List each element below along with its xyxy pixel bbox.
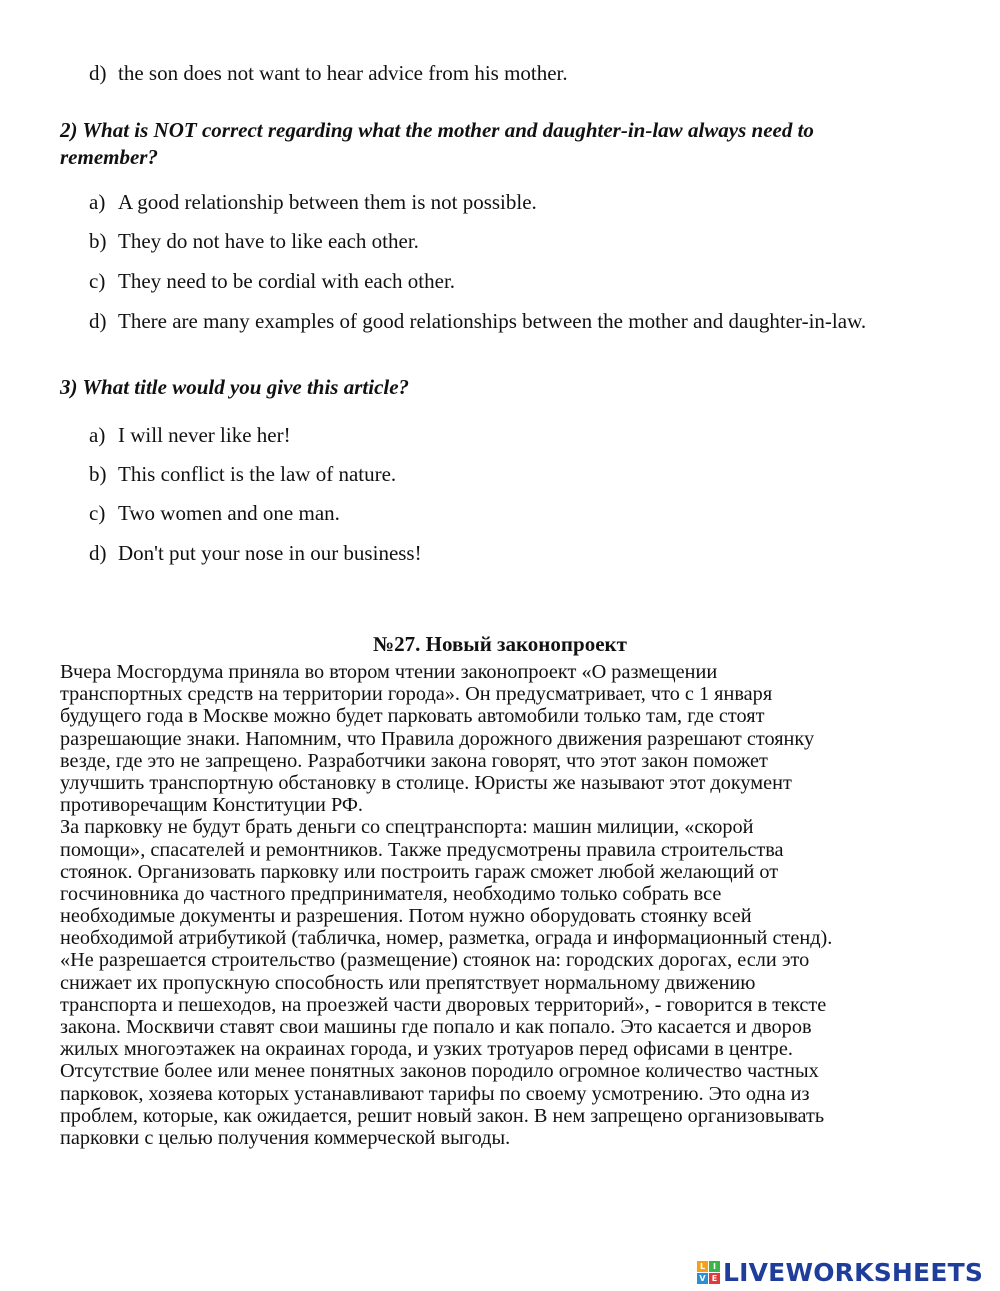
option-letter: d) — [89, 309, 107, 333]
option-text: They do not have to like each other. — [118, 229, 419, 253]
article-body — [60, 661, 960, 1149]
q3-option-c — [89, 500, 340, 526]
option-letter: b) — [89, 462, 107, 486]
article-line: разрешающие знаки. Напомним, что Правила дорожного движения разрешают стоянку — [60, 727, 815, 750]
q3-option-a — [89, 422, 291, 448]
article-line: жилых многоэтажек на окраинах города, и узких тротуаров перед офисами в центре. — [60, 1038, 793, 1061]
article-line: улучшить транспортную обстановку в столице. Юристы же называют этот документ — [60, 771, 792, 794]
article-line: проблем, которые, как ожидается, решит новый закон. В нем запрещено организовывать — [60, 1104, 825, 1127]
question-2-line-2: remember? — [60, 145, 158, 169]
option-text: I will never like her! — [118, 423, 291, 447]
option-text: This conflict is the law of nature. — [118, 462, 397, 486]
article-line: За парковку не будут брать деньги со спецтранспорта: машин милиции, «скорой — [60, 816, 754, 839]
q2-option-a — [89, 189, 537, 215]
option-letter: a) — [89, 190, 106, 214]
question-2-line-1: 2) What is NOT correct regarding what the mother and daughter-in-law always need to — [60, 118, 814, 142]
q2-option-c — [89, 268, 455, 294]
article-line: «Не разрешается строительство (размещение) стоянок на: городских дорогах, если это — [60, 949, 810, 972]
option-letter: b) — [89, 229, 107, 253]
logo-text: LIVEWORKSHEETS — [723, 1257, 984, 1287]
article-line: парковки с целью получения коммерческой выгоды. — [60, 1126, 511, 1149]
q3-option-b — [89, 461, 396, 487]
logo-square-l: L — [697, 1261, 708, 1272]
question-2 — [60, 117, 960, 171]
article-line: госчиновника до частного предпринимателя, необходимо только собрать все — [60, 882, 722, 905]
article-line: противоречащим Конституции РФ. — [60, 794, 363, 817]
article-line: парковок, хозяева которых устанавливают тарифы по своему усмотрению. Это одна из — [60, 1082, 810, 1105]
option-text: A good relationship between them is not possible. — [118, 190, 537, 214]
q1-option-d — [89, 60, 568, 86]
article-line: будущего года в Москве можно будет парковать автомобили только там, где стоят — [60, 705, 765, 728]
article-line: Вчера Мосгордума приняла во втором чтении законопроект «О размещении — [60, 661, 718, 683]
article-line: необходимой атрибутикой (табличка, номер, разметка, ограда и информационный стенд). — [60, 927, 833, 950]
q2-option-d — [89, 308, 866, 334]
article-line: транспортных средств на территории города». Он предусматривает, что с 1 января — [60, 683, 773, 706]
article-line: везде, где это не запрещено. Разработчики закона говорят, что этот закон поможет — [60, 749, 768, 772]
article-line: помощи», спасателей и ремонтников. Также предусмотрены правила строительства — [60, 838, 784, 861]
question-3 — [60, 374, 960, 401]
article-line: стоянок. Организовать парковку или построить гараж сможет любой желающий от — [60, 860, 779, 883]
article-line: необходимые документы и разрешения. Потом нужно оборудовать стоянку всей — [60, 905, 752, 928]
q2-option-b — [89, 228, 419, 254]
option-letter: a) — [89, 423, 106, 447]
option-letter: c) — [89, 269, 106, 293]
article-line: снижает их пропускную способность или препятствует нормальному движению — [60, 971, 756, 994]
article-line: закона. Москвичи ставят свои машины где попало и как попало. Это касается и дворов — [60, 1016, 812, 1038]
liveworksheets-logo — [697, 1255, 983, 1289]
q3-option-d — [89, 540, 422, 566]
option-text: There are many examples of good relationships between the mother and daughter-in-law. — [118, 309, 867, 333]
logo-square-i: I — [709, 1261, 720, 1272]
option-text: They need to be cordial with each other. — [118, 269, 456, 293]
option-text: Don't put your nose in our business! — [118, 541, 422, 565]
question-3-text: 3) What title would you give this article? — [60, 375, 410, 399]
logo-square-v: V — [697, 1273, 708, 1284]
option-text: Two women and one man. — [118, 501, 340, 525]
article-line: Отсутствие более или менее понятных законов породило огромное количество частных — [60, 1060, 819, 1083]
option-letter: c) — [89, 501, 106, 525]
logo-grid-icon — [697, 1261, 720, 1284]
option-letter: d) — [89, 61, 107, 85]
article-line: транспорта и пешеходов, на проезжей части дворовых территорий», - говорится в тексте — [60, 993, 827, 1016]
option-text: the son does not want to hear advice from his mother. — [118, 61, 568, 85]
option-letter: d) — [89, 541, 107, 565]
logo-square-e: E — [709, 1273, 720, 1284]
article-title: №27. Новый законопроект — [373, 632, 627, 656]
